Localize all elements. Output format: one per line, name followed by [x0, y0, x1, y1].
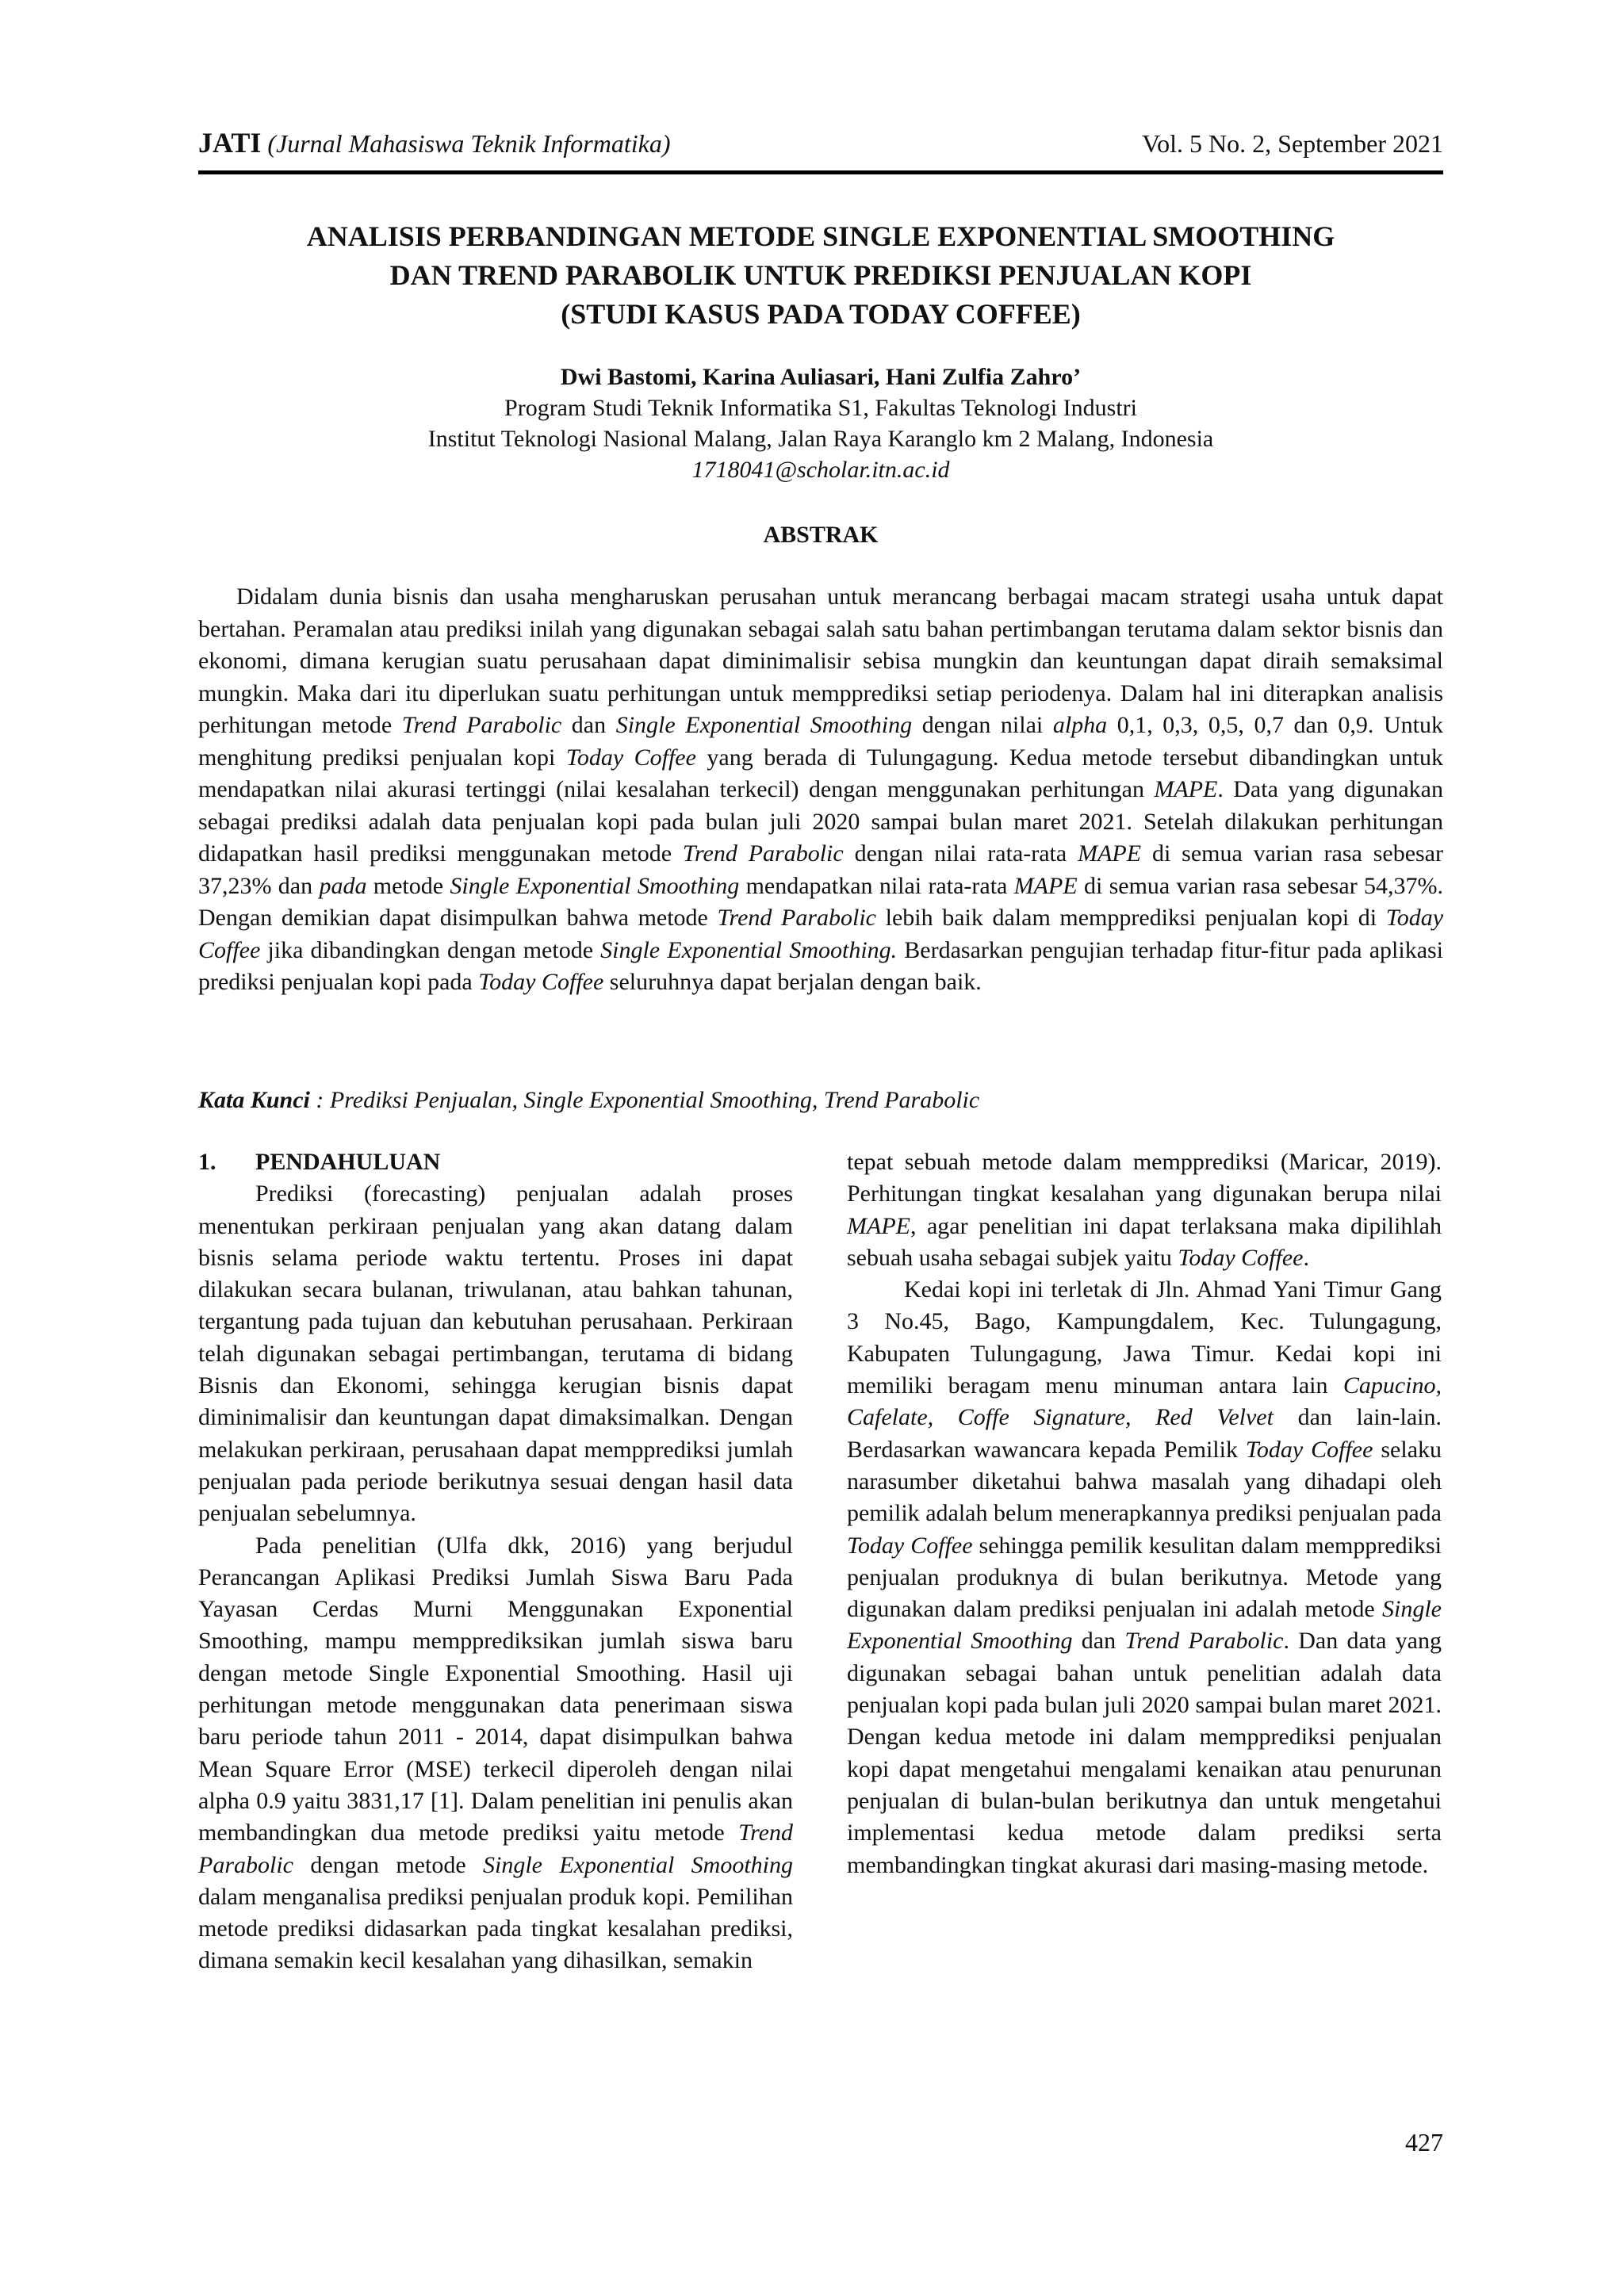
affiliation-line-1: Program Studi Teknik Informatika S1, Fakultas Teknologi Industri [504, 395, 1137, 421]
abstract-body: Didalam dunia bisnis dan usaha mengharuskan perusahan untuk merancang berbagai macam strategi usaha untuk dapat bertahan. Peramalan atau prediksi inilah yang digunakan sebagai salah satu bahan pertimbangan terutama dalam sektor bisnis dan ekonomi, dimana kerugian suatu perusahaan dapat diminimalisir sebisa mungkin dan keuntungan dapat diraih semaksimal mungkin. Maka dari itu diperlukan suatu perhitungan untuk mempprediksi setiap periodenya. Dalam hal ini diterapkan analisis perhitungan metode Trend Parabolic dan Single Exponential Smoothing dengan nilai alpha 0,1, 0,3, 0,5, 0,7 dan 0,9. Untuk menghitung prediksi penjualan kopi Today Coffee yang berada di Tulungagung. Kedua metode tersebut dibandingkan untuk mendapatkan nilai akurasi tertinggi (nilai kesalahan terkecil) dengan menggunakan perhitungan MAPE. Data yang digunakan sebagai prediksi adalah data penjualan kopi pada bulan juli 2020 sampai bulan maret 2021. Setelah dilakukan perhitungan didapatkan hasil prediksi menggunakan metode Trend Parabolic dengan nilai rata-rata MAPE di semua varian rasa sebesar 37,23% dan pada metode Single Exponential Smoothing mendapatkan nilai rata-rata MAPE di semua varian rasa sebesar 54,37%. Dengan demikian dapat disimpulkan bahwa metode Trend Parabolic lebih baik dalam mempprediksi penjualan kopi di Today Coffee jika dibandingkan dengan metode Single Exponential Smoothing. Berdasarkan pengujian terhadap fitur-fitur pada aplikasi prediksi penjualan kopi pada Today Coffee seluruhnya dapat berjalan dengan baik. [198, 584, 1444, 995]
title-line-2: DAN TREND PARABOLIK UNTUK PREDIKSI PENJUALAN KOPI [389, 259, 1252, 291]
journal-full-name: (Jurnal Mahasiswa Teknik Informatika) [267, 129, 671, 158]
right-column [847, 1146, 1442, 1881]
author-email: 1718041@scholar.itn.ac.id [691, 457, 950, 483]
keywords-text: : Prediksi Penjualan, Single Exponential Smoothing, Trend Parabolic [309, 1087, 980, 1113]
journal-abbreviation: JATI [198, 127, 262, 159]
left-column [198, 1146, 793, 1977]
author-names: Dwi Bastomi, Karina Auliasari, Hani Zulfia Zahro’ [560, 364, 1082, 390]
section-title: PENDAHULUAN [255, 1149, 441, 1175]
paragraph-3: Kedai kopi ini terletak di Jln. Ahmad Yani Timur Gang 3 No.45, Bago, Kampungdalem, Kec. Tulungagung, Kabupaten Tulungagung, Jawa Timur. Kedai kopi ini memiliki beragam menu minuman antara lain Capucino, Cafelate, Coffe Signature, Red Velvet dan lain-lain. Berdasarkan wawancara kepada Pemilik Today Coffee selaku narasumber diketahui bahwa masalah yang dihadapi oleh pemilik adalah belum menerapkannya prediksi penjualan pada Today Coffee sehingga pemilik kesulitan dalam mempprediksi penjualan produknya di bulan berikutnya. Metode yang digunakan dalam prediksi penjualan ini adalah metode Single Exponential Smoothing dan Trend Parabolic. Dan data yang digunakan sebagai bahan untuk penelitian adalah data penjualan kopi pada bulan juli 2020 sampai bulan maret 2021. Dengan kedua metode ini dalam mempprediksi penjualan kopi dapat mengetahui mengalami kenaikan atau penurunan penjualan di bulan-bulan berikutnya dan untuk mengetahui implementasi kedua metode dalam prediksi serta membandingkan tingkat akurasi dari masing-masing metode. [847, 1276, 1442, 1878]
keywords-label: Kata Kunci [198, 1087, 310, 1113]
section-heading [198, 1146, 793, 1178]
paragraph-2-continued: tepat sebuah metode dalam mempprediksi (Maricar, 2019). Perhitungan tingkat kesalahan yang digunakan berupa nilai MAPE, agar penelitian ini dapat terlaksana maka dipilihlah sebuah usaha sebagai subjek yaitu Today Coffee. [847, 1149, 1442, 1271]
paragraph-2: Pada penelitian (Ulfa dkk, 2016) yang berjudul Perancangan Aplikasi Prediksi Jumlah Siswa Baru Pada Yayasan Cerdas Murni Menggunakan Exponential Smoothing, mampu mempprediksikan jumlah siswa baru dengan metode Single Exponential Smoothing. Hasil uji perhitungan metode menggunakan data penerimaan siswa baru periode tahun 2011 - 2014, dapat disimpulkan bahwa Mean Square Error (MSE) terkecil diperoleh dengan nilai alpha 0.9 yaitu 3831,17 [1]. Dalam penelitian ini penulis akan membandingkan dua metode prediksi yaitu metode Trend Parabolic dengan metode Single Exponential Smoothing dalam menganalisa prediksi penjualan produk kopi. Pemilihan metode prediksi didasarkan pada tingkat kesalahan prediksi, dimana semakin kecil kesalahan yang dihasilkan, semakin [198, 1532, 794, 1974]
paper-title [198, 217, 1443, 334]
journal-title [198, 127, 670, 159]
header-divider [198, 170, 1443, 174]
section-number: 1. [198, 1149, 216, 1175]
author-block [198, 362, 1443, 485]
abstract-heading: ABSTRAK [763, 522, 879, 548]
volume-info: Vol. 5 No. 2, September 2021 [1142, 129, 1443, 158]
affiliation-line-2: Institut Teknologi Nasional Malang, Jalan Raya Karanglo km 2 Malang, Indonesia [427, 426, 1214, 452]
paragraph-1: Prediksi (forecasting) penjualan adalah proses menentukan perkiraan penjualan yang akan datang dalam bisnis selama periode waktu tertentu. Proses ini dapat dilakukan secara bulanan, triwulanan, atau bahkan tahunan, tergantung pada tujuan dan kebutuhan perusahaan. Perkiraan telah digunakan sebagai pertimbangan, terutama di bidang Bisnis dan Ekonomi, sehingga kerugian bisnis dapat diminimalisir dan keuntungan dapat dimaksimalkan. Dengan melakukan perkiraan, perusahaan dapat mempprediksi jumlah penjualan pada periode berikutnya sesuai dengan hasil data penjualan sebelumnya. [198, 1181, 793, 1527]
title-line-3: (STUDI KASUS PADA TODAY COFFEE) [561, 298, 1081, 330]
keywords [198, 1085, 1443, 1116]
title-line-1: ANALISIS PERBANDINGAN METODE SINGLE EXPONENTIAL SMOOTHING [306, 220, 1335, 252]
running-header [198, 127, 1443, 159]
page-number: 427 [1405, 2128, 1443, 2156]
